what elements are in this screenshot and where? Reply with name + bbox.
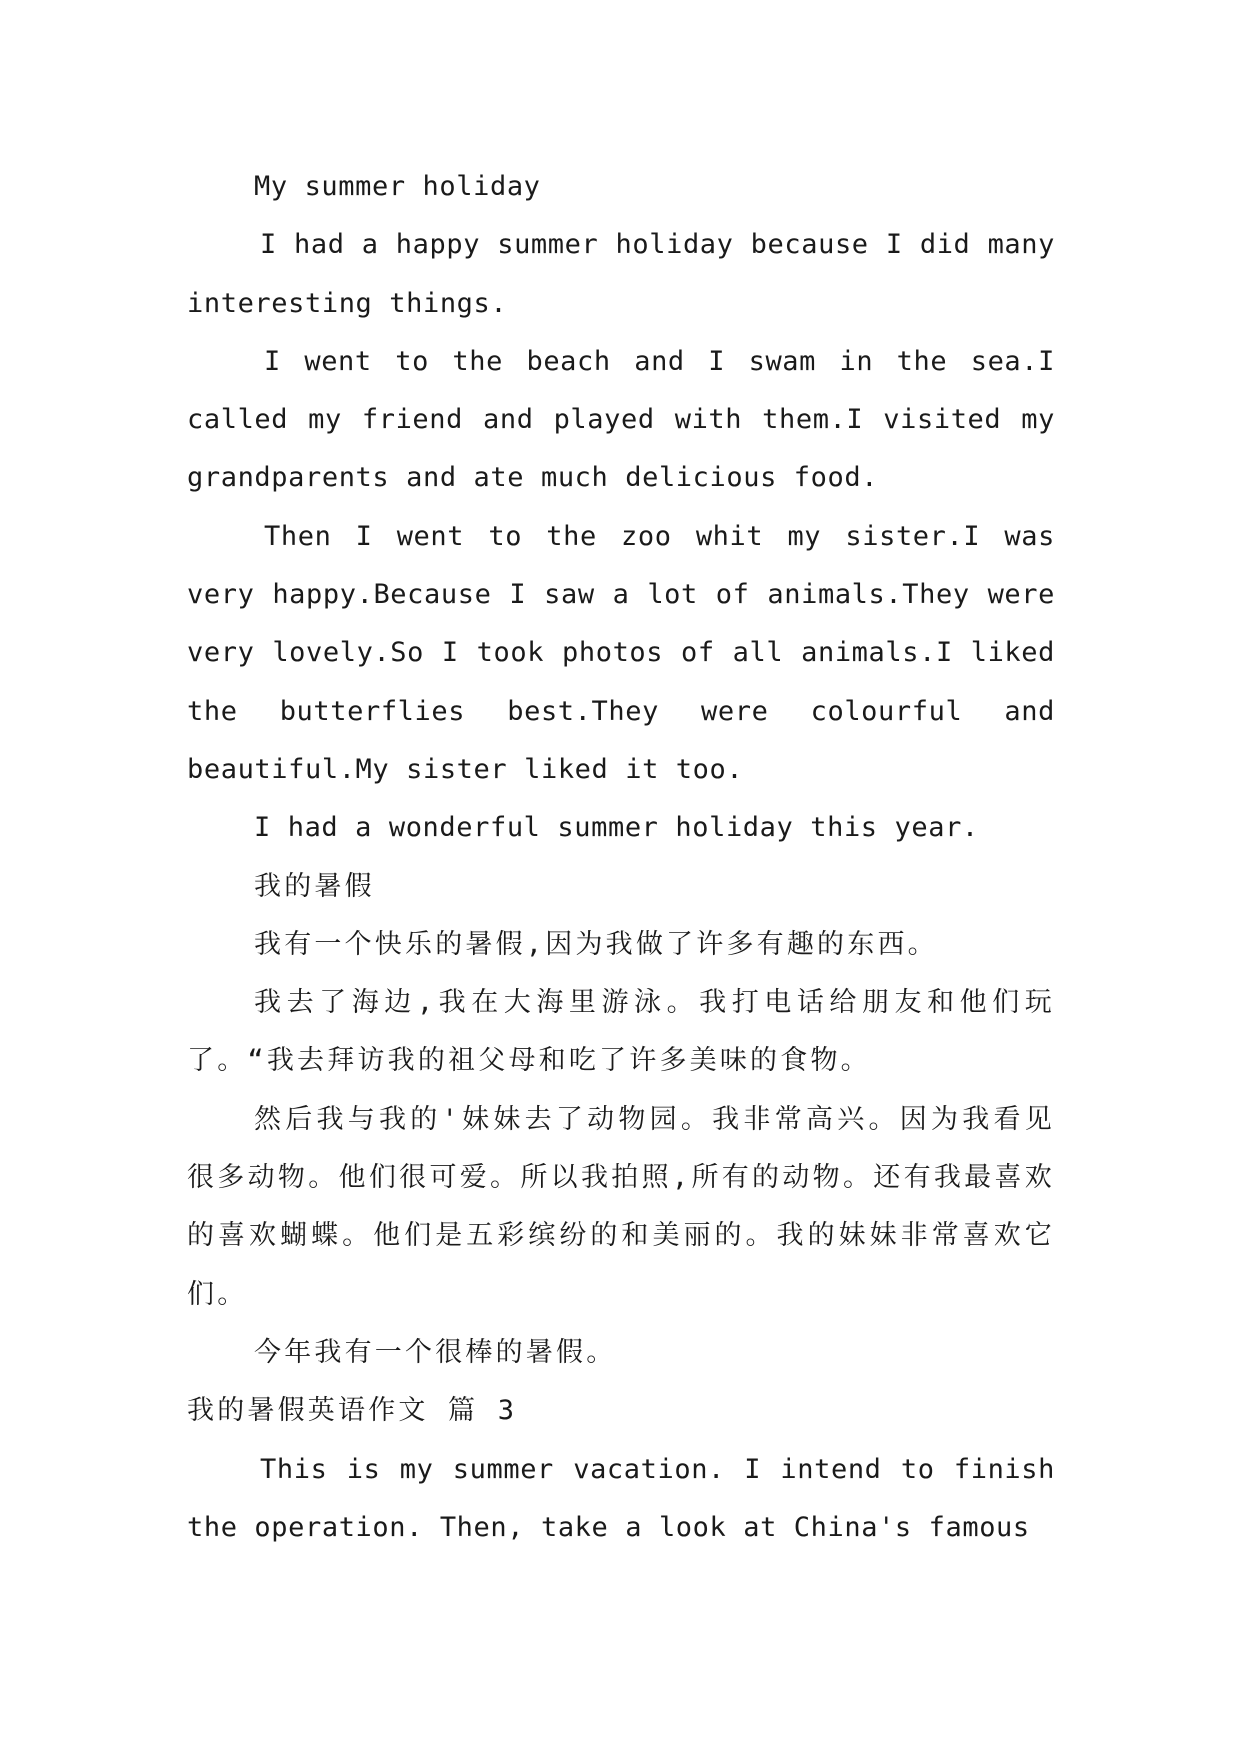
chinese-paragraph: 我去了海边,我在大海里游泳。我打电话给朋友和他们玩了。“我去拜访我的祖父母和吃了许多美味的食物。 <box>187 987 1055 1077</box>
chinese-paragraph: 然后我与我的'妹妹去了动物园。我非常高兴。因为我看见很多动物。他们很可爱。所以我拍照,所有的动物。还有我最喜欢的喜欢蝴蝶。他们是五彩缤纷的和美丽的。我的妹妹非常喜欢它们。 <box>187 1103 1055 1310</box>
section-heading: 我的暑假英语作文 篇 3 <box>187 1395 518 1427</box>
english-paragraph: I went to the beach and I swam in the sea.I called my friend and played with them.I visited my grandparents and ate much delicious food. <box>187 345 1055 494</box>
english-paragraph: Then I went to the zoo whit my sister.I was very happy.Because I saw a lot of animals.They were very lovely.So I took photos of all animals.I liked the butterflies best.They were colourful and beautiful.My sister liked it too. <box>187 520 1055 785</box>
section-paragraph: This is my summer vacation. I intend to finish the operation. Then, take a look at China's famous <box>187 1453 1055 1543</box>
chinese-paragraph: 我有一个快乐的暑假,因为我做了许多有趣的东西。 <box>254 928 938 960</box>
english-paragraph: I had a happy summer holiday because I did many interesting things. <box>187 229 1055 319</box>
english-essay-title: My summer holiday <box>254 171 541 202</box>
document-body <box>187 158 1055 1557</box>
english-paragraph: I had a wonderful summer holiday this year. <box>254 812 979 844</box>
chinese-paragraph: 今年我有一个很棒的暑假。 <box>254 1336 617 1368</box>
chinese-essay-title: 我的暑假 <box>254 870 375 902</box>
